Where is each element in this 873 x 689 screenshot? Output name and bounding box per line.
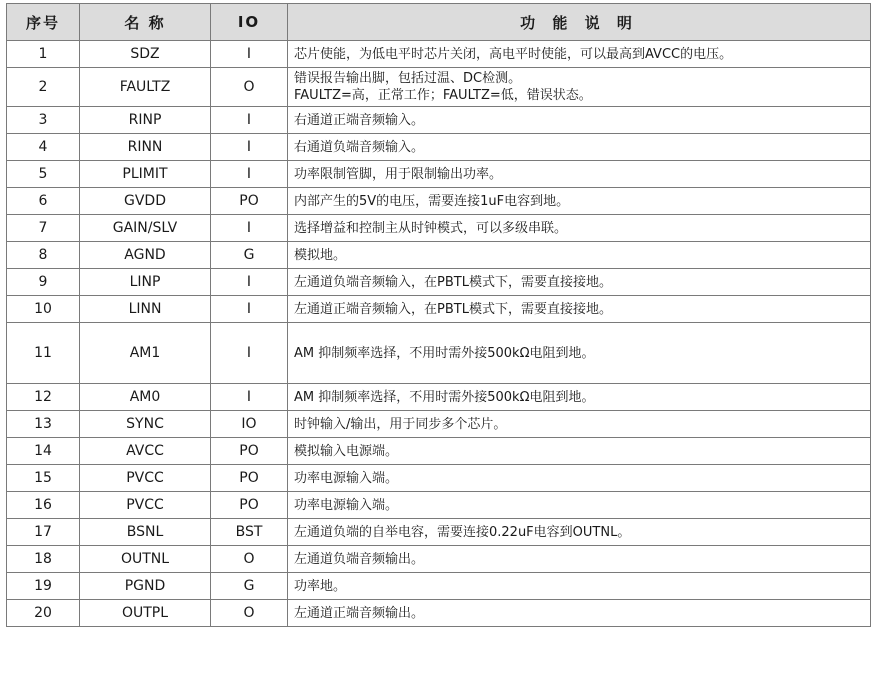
pin-io-type: I (211, 41, 288, 68)
table-row (7, 41, 871, 68)
pin-number: 13 (7, 411, 80, 438)
pin-number: 19 (7, 573, 80, 600)
pin-function-line: AM 抑制频率选择，不用时需外接500kΩ电阻到地。 (294, 389, 595, 405)
table-row (7, 492, 871, 519)
pin-function (288, 242, 871, 269)
table-row (7, 269, 871, 296)
pin-function-line: 内部产生的5V的电压，需要连接1uF电容到地。 (294, 193, 570, 209)
pin-name: SDZ (80, 41, 211, 68)
pin-function-line: 功率电源输入端。 (294, 497, 399, 513)
header-no: 序号 (7, 4, 80, 41)
pin-name: AM0 (80, 384, 211, 411)
table-row (7, 68, 871, 107)
pin-function (288, 68, 871, 107)
pin-function (288, 215, 871, 242)
pin-name: RINP (80, 107, 211, 134)
pin-function (288, 492, 871, 519)
pin-io-type: PO (211, 492, 288, 519)
pin-number: 7 (7, 215, 80, 242)
pin-name: BSNL (80, 519, 211, 546)
pin-io-type: BST (211, 519, 288, 546)
pin-io-type: I (211, 161, 288, 188)
pin-function (288, 296, 871, 323)
pin-number: 9 (7, 269, 80, 296)
pin-function-line: 右通道正端音频输入。 (294, 112, 425, 128)
pin-function-line: FAULTZ=高，正常工作；FAULTZ=低，错误状态。 (294, 88, 592, 103)
table-row (7, 465, 871, 492)
pin-io-type: I (211, 107, 288, 134)
pin-function (288, 411, 871, 438)
pin-name: GVDD (80, 188, 211, 215)
pin-function-line: 错误报告输出脚，包括过温、DC检测。 (294, 71, 522, 86)
pin-function-line: 左通道负端音频输出。 (294, 551, 425, 567)
pin-name: LINP (80, 269, 211, 296)
pin-function-line: 左通道正端音频输入，在PBTL模式下，需要直接接地。 (294, 301, 612, 317)
pin-function-line: 左通道负端的自举电容，需要连接0.22uF电容到OUTNL。 (294, 524, 631, 540)
pin-io-type: I (211, 296, 288, 323)
table-row (7, 573, 871, 600)
pin-function-line: 功率电源输入端。 (294, 470, 399, 486)
pin-name: AGND (80, 242, 211, 269)
pin-io-type: PO (211, 465, 288, 492)
pin-io-type: PO (211, 188, 288, 215)
table-row (7, 134, 871, 161)
pin-function (288, 41, 871, 68)
pin-name: LINN (80, 296, 211, 323)
pin-number: 18 (7, 546, 80, 573)
pin-io-type: IO (211, 411, 288, 438)
pin-number: 14 (7, 438, 80, 465)
pin-name: GAIN/SLV (80, 215, 211, 242)
pin-io-type: O (211, 68, 288, 107)
pin-function (288, 573, 871, 600)
pin-function-line: 模拟输入电源端。 (294, 443, 399, 459)
pin-description-table (6, 3, 871, 627)
pin-function-line: 功率地。 (294, 578, 347, 594)
table-row (7, 188, 871, 215)
pin-io-type: G (211, 242, 288, 269)
pin-name: PLIMIT (80, 161, 211, 188)
pin-number: 10 (7, 296, 80, 323)
header-io: IO (211, 4, 288, 41)
table-row (7, 438, 871, 465)
pin-name: AVCC (80, 438, 211, 465)
pin-function (288, 519, 871, 546)
pin-name: SYNC (80, 411, 211, 438)
pin-function-line: 选择增益和控制主从时钟模式，可以多级串联。 (294, 220, 568, 236)
pin-name: PVCC (80, 465, 211, 492)
pin-number: 2 (7, 68, 80, 107)
pin-number: 15 (7, 465, 80, 492)
pin-function (288, 161, 871, 188)
pin-number: 16 (7, 492, 80, 519)
pin-function-line: 芯片使能，为低电平时芯片关闭，高电平时使能，可以最高到AVCC的电压。 (294, 46, 733, 62)
pin-function-line: 功率限制管脚，用于限制输出功率。 (294, 166, 503, 182)
pin-function-line: 左通道正端音频输出。 (294, 605, 425, 621)
pin-io-type: O (211, 546, 288, 573)
pin-function (288, 134, 871, 161)
table-row (7, 296, 871, 323)
table-row (7, 384, 871, 411)
pin-function (288, 323, 871, 384)
pin-io-type: I (211, 323, 288, 384)
table-row (7, 519, 871, 546)
pin-function (288, 546, 871, 573)
pin-io-type: I (211, 215, 288, 242)
table-row (7, 546, 871, 573)
pin-name: PGND (80, 573, 211, 600)
pin-number: 5 (7, 161, 80, 188)
table-row (7, 161, 871, 188)
pin-io-type: I (211, 269, 288, 296)
pin-function (288, 269, 871, 296)
table-row (7, 600, 871, 627)
table-row (7, 107, 871, 134)
pin-io-type: I (211, 134, 288, 161)
pin-io-type: PO (211, 438, 288, 465)
pin-function-line: 模拟地。 (294, 247, 347, 263)
pin-number: 6 (7, 188, 80, 215)
pin-io-type: G (211, 573, 288, 600)
table-row (7, 323, 871, 384)
pin-number: 8 (7, 242, 80, 269)
pin-name: OUTPL (80, 600, 211, 627)
pin-number: 20 (7, 600, 80, 627)
pin-function (288, 384, 871, 411)
pin-io-type: O (211, 600, 288, 627)
pin-function (288, 438, 871, 465)
table-row (7, 411, 871, 438)
pin-function-line: 左通道负端音频输入，在PBTL模式下，需要直接接地。 (294, 274, 612, 290)
pin-number: 1 (7, 41, 80, 68)
table-header-row (7, 4, 871, 41)
pin-number: 11 (7, 323, 80, 384)
table-row (7, 215, 871, 242)
pin-name: AM1 (80, 323, 211, 384)
pin-function-line: 时钟输入/输出，用于同步多个芯片。 (294, 416, 507, 432)
table-row (7, 242, 871, 269)
pin-function (288, 600, 871, 627)
pin-io-type: I (211, 384, 288, 411)
pin-name: FAULTZ (80, 68, 211, 107)
table-body (7, 41, 871, 627)
pin-function (288, 188, 871, 215)
pin-function-line: 右通道负端音频输入。 (294, 139, 425, 155)
header-name: 名 称 (80, 4, 211, 41)
pin-name: OUTNL (80, 546, 211, 573)
header-function: 功 能 说 明 (288, 4, 871, 41)
pin-function-line: AM 抑制频率选择，不用时需外接500kΩ电阻到地。 (294, 345, 595, 361)
pin-name: PVCC (80, 492, 211, 519)
pin-function (288, 465, 871, 492)
pin-number: 12 (7, 384, 80, 411)
pin-number: 3 (7, 107, 80, 134)
pin-number: 4 (7, 134, 80, 161)
pin-name: RINN (80, 134, 211, 161)
pin-number: 17 (7, 519, 80, 546)
pin-function (288, 107, 871, 134)
